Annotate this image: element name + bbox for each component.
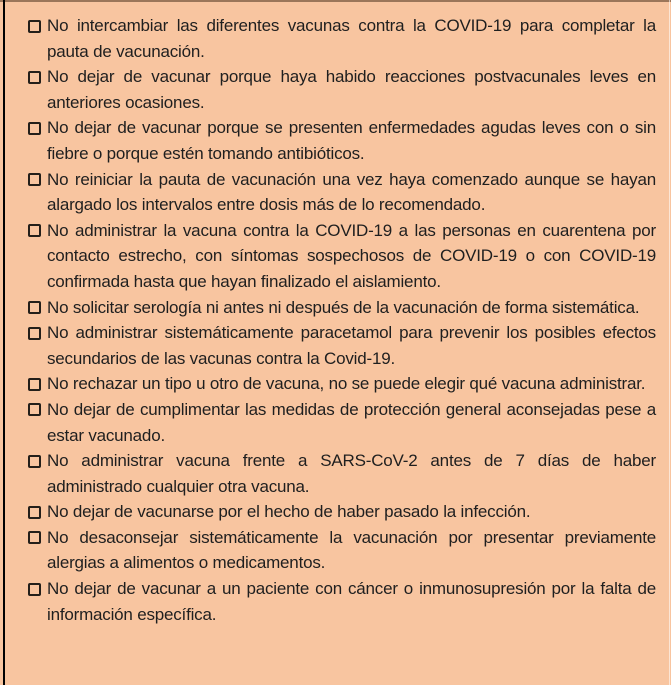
ballot-square-icon [28,122,41,135]
list-item-text: No administrar sistemáticamente paracetamol para prevenir los posibles efectos secundarios de las vacunas contra la Covid-19. [47,323,656,368]
list-item-text: No dejar de vacunar a un paciente con cáncer o inmunosupresión por la falta de información específica. [47,579,656,624]
ballot-square-icon [28,403,41,416]
ballot-square-icon [28,583,41,596]
list-item [28,218,656,295]
left-border [3,0,5,685]
list-item [28,167,656,218]
list-item [28,525,656,576]
list-item-text: No dejar de vacunarse por el hecho de haber pasado la infección. [47,502,531,522]
ballot-square-icon [28,531,41,544]
list-item [28,499,656,525]
list-item [28,295,656,321]
list-item-text: No desaconsejar sistemáticamente la vacunación por presentar previamente alergias a alimentos o medicamentos. [47,527,656,573]
ballot-square-icon [28,71,41,84]
list-item-text: No dejar de cumplimentar las medidas de protección general aconsejadas pese a estar vacunado. [47,399,656,445]
ballot-square-icon [28,378,41,391]
list-item-text: No rechazar un tipo u otro de vacuna, no se puede elegir qué vacuna administrar. [47,374,646,394]
list-item-text: No reiniciar la pauta de vacunación una vez haya comenzado aunque se hayan alargado los intervalos entre dosis más de lo recomendado. [47,169,656,215]
ballot-square-icon [28,173,41,186]
top-border [0,0,671,2]
list-item-text: No intercambiar las diferentes vacunas contra la COVID-19 para completar la pauta de vacunación. [47,16,656,61]
list-item [28,576,656,627]
list-item-text: No administrar la vacuna contra la COVID-19 a las personas en cuarentena por contacto estrecho, con síntomas sospechosos de COVID-19 o con COVID-19 confirmada hasta que hayan finalizado el aislamiento. [47,220,656,291]
list-item-text: No dejar de vacunar porque se presenten enfermedades agudas leves con o sin fiebre o porque estén tomando antibióticos. [47,118,656,163]
list-item [28,371,656,397]
ballot-square-icon [28,224,41,237]
ballot-square-icon [28,20,41,33]
list-item [28,320,656,371]
list-item [28,115,656,166]
list-item [28,64,656,115]
list-item-text: No solicitar serología ni antes ni después de la vacunación de forma sistemática. [47,297,640,317]
right-border [669,0,670,685]
list-item-text: No dejar de vacunar porque haya habido reacciones postvacunales leves en anteriores ocasiones. [47,67,656,112]
ballot-square-icon [28,455,41,468]
list-item [28,397,656,448]
list-item-text: No administrar vacuna frente a SARS-CoV-2 antes de 7 días de haber administrado cualquier otra vacuna. [47,451,656,496]
ballot-square-icon [28,327,41,340]
ballot-square-icon [28,506,41,519]
list-item [28,13,656,64]
list-item [28,448,656,499]
ballot-square-icon [28,301,41,314]
